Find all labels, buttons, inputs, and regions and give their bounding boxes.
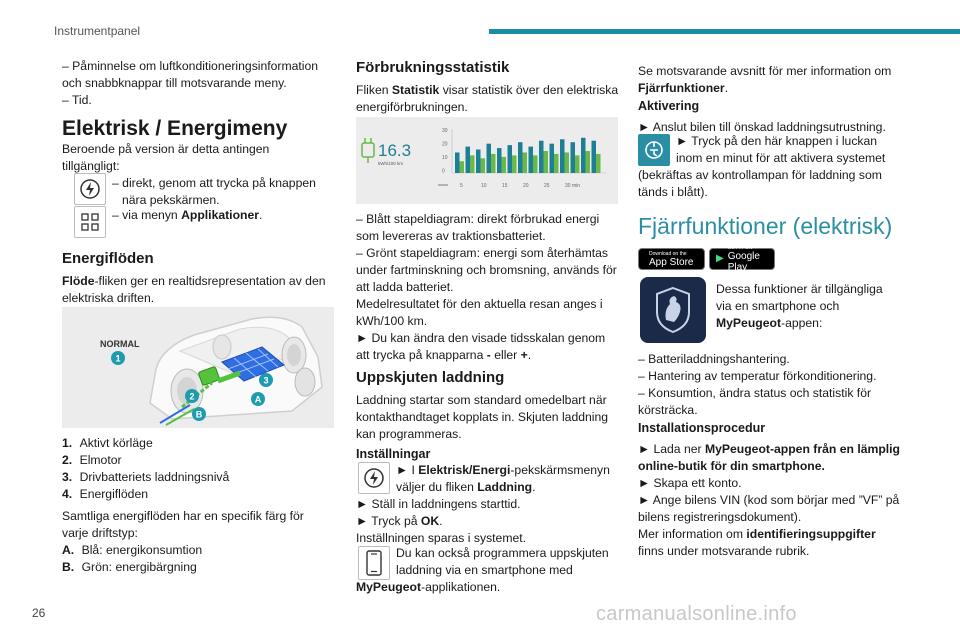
paragraph-line: Du kan också programmera uppskjuten xyxy=(396,546,609,560)
callout-b xyxy=(192,407,206,421)
paragraph-line: via en smartphone och xyxy=(716,299,840,313)
bars-group xyxy=(455,138,601,173)
paragraph-line: – Hantering av temperatur förkonditionering. xyxy=(638,369,877,383)
y-tick-label: 10 xyxy=(442,155,448,161)
text-run-bold: Flöde xyxy=(62,274,95,288)
svg-text:1: 1 xyxy=(115,353,121,364)
legend-item xyxy=(62,452,122,468)
text-run: visar statistik över den elektriska xyxy=(439,83,619,97)
paragraph-line: – Konsumtion, ändra status och statistik för xyxy=(638,386,872,400)
regeneration-bar xyxy=(533,155,538,173)
paragraph-line: under fartminskning och bromsning, används för xyxy=(356,263,617,277)
paragraph-line: ► Anslut bilen till önskad laddningsutrustning. xyxy=(638,120,886,134)
y-tick-label: 30 xyxy=(442,128,448,134)
consumption-bar xyxy=(508,145,513,173)
consumption-bar xyxy=(497,148,502,173)
legend-number: 3. xyxy=(62,470,73,484)
text-run-bold: Elektrisk/Energi xyxy=(418,463,511,477)
paragraph-line: ► Ställ in laddningens starttid. xyxy=(356,497,521,511)
consumption-bar xyxy=(592,141,597,173)
charging-activation-icon xyxy=(638,134,670,166)
front-wheel-2 xyxy=(213,335,231,359)
applications-grid-icon xyxy=(74,206,106,238)
text-run: ► Tryck på xyxy=(356,514,421,528)
intro-line: och snabbknappar till motsvarande meny. xyxy=(62,76,287,90)
svg-text:A: A xyxy=(254,394,262,405)
paragraph-line: elektriska driften. xyxy=(62,291,155,305)
x-tick-label: 30 min xyxy=(565,183,581,189)
paragraph-line: Beroende på version är detta antingen xyxy=(62,142,270,156)
watermark-url: carmanualsonline.info xyxy=(596,603,797,625)
paragraph-line xyxy=(396,479,536,495)
key-label: A. xyxy=(62,543,75,557)
paragraph-line: laddning via en smartphone med xyxy=(396,563,573,577)
key-text: Grön: energibärgning xyxy=(81,560,197,574)
paragraph-line xyxy=(396,462,610,478)
paragraph-line xyxy=(356,82,618,98)
text-run: Fliken xyxy=(356,83,392,97)
svg-text:B: B xyxy=(195,409,203,420)
text-run: – via menyn xyxy=(112,208,182,222)
text-run-bold: Applikationer xyxy=(181,208,259,222)
paragraph-line: tänds i blått). xyxy=(638,185,708,199)
paragraph-line: Inställningen sparas i systemet. xyxy=(356,531,527,545)
rear-wheel-2 xyxy=(295,368,315,396)
paragraph-line: (bekräftas av kontrollampan för laddning som xyxy=(638,168,882,182)
callout-2 xyxy=(185,389,199,403)
regeneration-bar xyxy=(481,158,486,173)
page-number: 26 xyxy=(32,606,46,620)
text-run-bold: + xyxy=(520,348,528,362)
callout-3 xyxy=(259,373,273,387)
energy-button-icon xyxy=(358,462,390,494)
consumption-bar xyxy=(466,147,471,173)
consumption-bar xyxy=(539,141,544,173)
paragraph-line: finns under motsvarande rubrik. xyxy=(638,544,810,558)
average-consumption-value: 16.3 xyxy=(378,141,412,160)
badge-big-text: App Store xyxy=(649,256,694,268)
regeneration-bar xyxy=(565,152,570,173)
text-run: väljer du fliken xyxy=(396,480,478,494)
paragraph-line: – direkt, genom att trycka på knappen xyxy=(112,176,316,190)
legend-text: Aktivt körläge xyxy=(79,436,153,450)
paragraph-line: ► Tryck på den här knappen i luckan xyxy=(676,134,878,148)
text-run: . xyxy=(527,348,532,362)
legend-text: Elmotor xyxy=(79,453,122,467)
regeneration-bar xyxy=(491,154,496,173)
consumption-bar xyxy=(476,150,481,173)
y-axis-ticks xyxy=(442,128,448,175)
text-run-bold: MyPeugeot xyxy=(356,580,422,594)
consumption-stats-figure xyxy=(356,117,618,204)
regeneration-bar xyxy=(575,155,580,173)
paragraph-line: – Blått stapeldiagram: direkt förbrukad energi xyxy=(356,212,600,226)
paragraph-line xyxy=(638,441,900,457)
x-tick-label: 15 xyxy=(502,183,508,189)
regeneration-bar xyxy=(544,151,549,173)
paragraph-line: ► Du kan ändra den visade tidsskalan genom xyxy=(356,331,606,345)
text-run: ► I xyxy=(396,463,419,477)
badge-small-text: Download on the xyxy=(649,250,687,257)
heading-settings: Inställningar xyxy=(356,447,431,461)
paragraph-line: kWh/100 km. xyxy=(356,314,428,328)
paragraph-line: kan programmeras. xyxy=(356,427,462,441)
badge-big-text: Google Play xyxy=(727,251,760,273)
x-tick-label: 20 xyxy=(523,183,529,189)
header-accent-bar xyxy=(489,29,960,34)
heading-delayed-charging: Uppskjuten laddning xyxy=(356,369,505,386)
energy-button-icon xyxy=(74,173,106,205)
regeneration-bar xyxy=(554,154,559,173)
paragraph-line: – Grönt stapeldiagram: energi som återhämtas xyxy=(356,246,608,260)
text-run-bold: Fjärrfunktioner xyxy=(638,81,725,95)
paragraph-line: varje driftstyp: xyxy=(62,526,138,540)
heading-consumption-stats: Förbrukningsstatistik xyxy=(356,59,510,76)
paragraph-line: Laddning startar som standard omedelbart när xyxy=(356,393,607,407)
callout-1 xyxy=(111,351,125,365)
text-run-bold: MyPeugeot-appen från en lämplig xyxy=(704,442,900,456)
key-text: Blå: energikonsumtion xyxy=(81,543,203,557)
legend-item xyxy=(62,469,229,485)
text-run-bold: Laddning xyxy=(477,480,533,494)
consumption-bar xyxy=(581,138,586,173)
consumption-bar xyxy=(560,139,565,173)
text-run: eller xyxy=(490,348,521,362)
paragraph-line: ► Ange bilens VIN (kod som börjar med ”VF” på xyxy=(638,493,900,507)
text-run-bold: MyPeugeot xyxy=(716,316,782,330)
regeneration-bar xyxy=(596,154,601,173)
regeneration-bar xyxy=(512,155,517,173)
y-tick-label: 0 xyxy=(442,168,445,175)
intro-line: – Tid. xyxy=(62,93,92,107)
paragraph-line xyxy=(356,579,500,595)
heading-energy-menu: Elektrisk / Energimeny xyxy=(62,117,288,140)
regeneration-bar xyxy=(523,152,528,173)
play-icon: ▶ xyxy=(716,253,724,264)
intro-line: – Påminnelse om luftkonditioneringsinformation xyxy=(62,59,319,73)
mypeugeot-app-icon xyxy=(640,277,706,343)
paragraph-line: som levereras av traktionsbatteriet. xyxy=(356,229,546,243)
drive-mode-label: NORMAL xyxy=(100,339,140,349)
paragraph-line: tillgängligt: xyxy=(62,159,120,173)
paragraph-line xyxy=(356,347,531,363)
paragraph-line xyxy=(638,526,876,542)
text-run: . xyxy=(532,480,536,494)
svg-text:2: 2 xyxy=(189,391,195,402)
text-run: . xyxy=(258,208,263,222)
paragraph-line xyxy=(112,207,262,223)
color-key-b xyxy=(62,559,197,575)
smartphone-icon xyxy=(358,546,390,580)
paragraph-line: Dessa funktioner är tillgängliga xyxy=(716,282,883,296)
paragraph-line: att ladda batteriet. xyxy=(356,280,454,294)
paragraph-line xyxy=(356,513,443,529)
x-tick-label: 10 xyxy=(481,183,487,189)
x-axis-ticks xyxy=(460,183,580,189)
paragraph-line: inom en minut för att aktivera systemet xyxy=(676,151,886,165)
rear-wheel xyxy=(282,337,306,373)
regeneration-bar xyxy=(460,161,465,173)
paragraph-line: Medelresultatet för den aktuella resan anges i xyxy=(356,297,603,311)
text-run: -appen: xyxy=(781,316,823,330)
heading-activation: Aktivering xyxy=(638,99,700,113)
paragraph-line: körsträcka. xyxy=(638,403,698,417)
paragraph-line: bilens registreringsdokument). xyxy=(638,510,802,524)
paragraph-line: Samtliga energiflöden har en specifik färg för xyxy=(62,509,304,523)
running-header: Instrumentpanel xyxy=(54,24,141,38)
consumption-bar xyxy=(455,152,460,173)
consumption-bar xyxy=(518,142,523,173)
text-run-bold: OK xyxy=(420,514,440,528)
paragraph-line xyxy=(638,80,728,96)
app-store-badge[interactable] xyxy=(638,248,705,270)
consumption-bar xyxy=(550,144,555,173)
paragraph-line: energiförbrukningen. xyxy=(356,100,468,114)
paragraph-line xyxy=(62,273,326,289)
callout-a xyxy=(251,392,265,406)
consumption-bar xyxy=(571,142,576,173)
legend-item xyxy=(62,486,148,502)
svg-text:3: 3 xyxy=(263,375,269,386)
key-label: B. xyxy=(62,560,75,574)
legend-number: 1. xyxy=(62,436,73,450)
text-run: -applikationen. xyxy=(421,580,501,594)
consumption-bar xyxy=(487,144,492,173)
text-run: ► Lada ner xyxy=(638,442,705,456)
text-run: Mer information om xyxy=(638,527,747,541)
legend-text: Energiflöden xyxy=(79,487,148,501)
consumption-bar xyxy=(529,147,534,173)
paragraph-line: nära pekskärmen. xyxy=(122,193,220,207)
energy-flow-figure xyxy=(62,307,334,428)
regeneration-bar xyxy=(586,151,591,173)
legend-item xyxy=(62,435,153,451)
paragraph-line: ► Skapa ett konto. xyxy=(638,476,742,490)
google-play-badge[interactable] xyxy=(709,245,775,273)
y-tick-label: 20 xyxy=(442,141,448,148)
text-run: . xyxy=(724,81,729,95)
regeneration-bar xyxy=(470,155,475,173)
text-run: -pekskärmsmenyn xyxy=(510,463,610,477)
text-run-bold: identifieringsuppgifter xyxy=(746,527,876,541)
heading-energy-flows: Energiflöden xyxy=(62,250,154,267)
plug-icon xyxy=(362,138,374,163)
legend-number: 2. xyxy=(62,453,73,467)
heading-remote-functions: Fjärrfunktioner (elektrisk) xyxy=(638,213,893,239)
text-run: . xyxy=(439,514,443,528)
color-key-a xyxy=(62,542,202,558)
paragraph-line: – Batteriladdningshantering. xyxy=(638,352,790,366)
badge-small-text: GET IT ON xyxy=(727,245,753,251)
paragraph-line: Se motsvarande avsnitt för mer information om xyxy=(638,64,892,78)
consumption-unit: kWh/100 km xyxy=(378,161,404,166)
heading-installation: Installationsprocedur xyxy=(638,421,766,435)
legend-number: 4. xyxy=(62,487,73,501)
text-run-bold: Statistik xyxy=(391,83,440,97)
x-tick-label: 25 xyxy=(544,183,550,189)
text-run: -fliken ger en realtidsrepresentation av den xyxy=(94,274,326,288)
text-run: att trycka på knapparna xyxy=(356,348,487,362)
x-tick-label: 5 xyxy=(460,183,463,189)
paragraph-line: online-butik för din smartphone. xyxy=(638,459,825,473)
paragraph-line xyxy=(716,315,822,331)
regeneration-bar xyxy=(502,157,507,173)
text-run-bold: - xyxy=(486,348,491,362)
paragraph-line: kontakthandtaget kopplats in. Skjuten laddning xyxy=(356,410,609,424)
legend-text: Drivbatteriets laddningsnivå xyxy=(79,470,230,484)
